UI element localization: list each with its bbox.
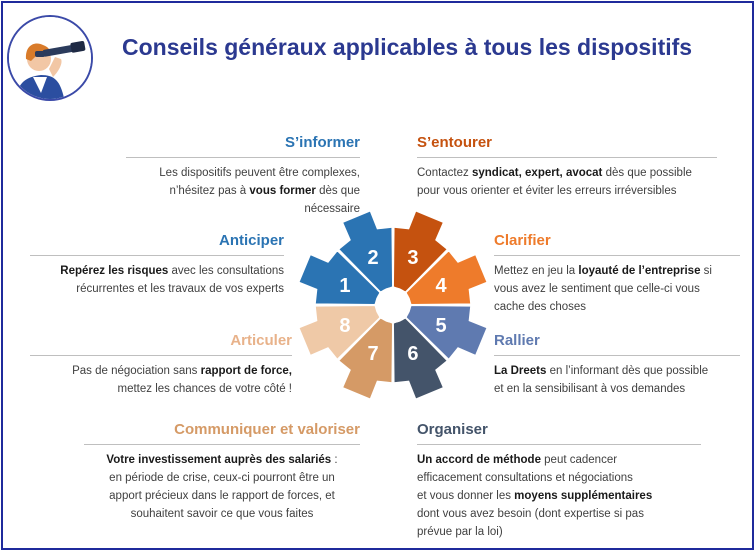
text-run: récurrentes et les travaux de vos experts (76, 283, 284, 295)
section-heading: Communiquer et valoriser (84, 420, 360, 445)
text-run: si (700, 265, 712, 277)
gear-diagram (293, 205, 493, 405)
text-run: et vous donner les (417, 490, 515, 502)
section-text (417, 164, 717, 200)
text-run: avec les consultations (168, 265, 284, 277)
text-run: souhaitent savoir ce que vous faites (130, 508, 314, 520)
text-run: pour vous orienter et éviter les erreurs irréversibles (417, 185, 677, 197)
emphasis-text: syndicat, expert, avocat (471, 167, 603, 179)
text-run: efficacement consultations et négociations (417, 472, 633, 484)
gear-label-5: 5 (435, 314, 447, 337)
section-anticiper (30, 231, 284, 298)
text-run: peut cadencer (540, 454, 618, 466)
section-articuler (30, 331, 292, 398)
text-run: et en la sensibilisant à vos demandes (494, 383, 686, 395)
emphasis-text: rapport de force, (200, 365, 292, 377)
text-run: Mettez en jeu la (494, 265, 579, 277)
section-heading: Clarifier (494, 231, 740, 256)
section-heading: Rallier (494, 331, 740, 356)
gear-label-6: 6 (407, 343, 419, 366)
gear-label-4: 4 (435, 275, 447, 298)
emphasis-text: Un accord de méthode (417, 454, 541, 466)
telescope-person-avatar (7, 15, 93, 101)
section-communiquer (84, 420, 360, 523)
text-run: en période de crise, ceux-ci pourront être un (109, 472, 335, 484)
text-run: Contactez (417, 167, 472, 179)
telescope-person-icon (9, 17, 93, 101)
section-heading: Organiser (417, 420, 701, 445)
text-run: vous avez le sentiment que celle-ci vous (494, 283, 700, 295)
section-heading: Anticiper (30, 231, 284, 256)
emphasis-text: La Dreets (494, 365, 547, 377)
section-heading: Articuler (30, 331, 292, 356)
gear-label-8: 8 (339, 314, 351, 337)
section-clarifier (494, 231, 740, 316)
text-run: prévue par la loi) (417, 526, 503, 538)
gear-label-2: 2 (367, 246, 379, 269)
emphasis-text: moyens supplémentaires (514, 490, 653, 502)
section-text (494, 362, 740, 398)
section-text (494, 262, 740, 316)
section-text (30, 262, 284, 298)
section-text (84, 451, 360, 523)
gear-label-7: 7 (367, 343, 379, 366)
section-text (417, 451, 701, 541)
section-heading: S’entourer (417, 133, 717, 158)
text-run: dès que possible (602, 167, 692, 179)
section-rallier (494, 331, 740, 398)
text-run: : (331, 454, 338, 466)
text-run: cache des choses (494, 301, 587, 313)
text-run: n’hésitez pas à (169, 185, 250, 197)
gear-label-3: 3 (407, 246, 419, 269)
section-entourer (417, 133, 717, 200)
text-run: en l’informant dès que possible (546, 365, 709, 377)
gear-center-hole (375, 287, 411, 323)
page-title: Conseils généraux applicables à tous les dispositifs (122, 34, 693, 60)
text-run: Les dispositifs peuvent être complexes, (159, 167, 360, 179)
section-heading: S’informer (126, 133, 360, 158)
text-run: dont vous avez besoin (dont expertise si pas (417, 508, 644, 520)
text-run: dès que nécessaire (304, 185, 360, 215)
emphasis-text: loyauté de l’entreprise (578, 265, 701, 277)
text-run: apport précieux dans le rapport de forces, et (109, 490, 335, 502)
emphasis-text: Votre investissement auprès des salariés (106, 454, 332, 466)
gear-label-1: 1 (339, 275, 351, 298)
text-run: Pas de négociation sans (72, 365, 201, 377)
emphasis-text: Repérez les risques (60, 265, 169, 277)
section-organiser (417, 420, 701, 541)
section-text (30, 362, 292, 398)
emphasis-text: vous former (249, 185, 316, 197)
text-run: mettez les chances de votre côté ! (117, 383, 292, 395)
